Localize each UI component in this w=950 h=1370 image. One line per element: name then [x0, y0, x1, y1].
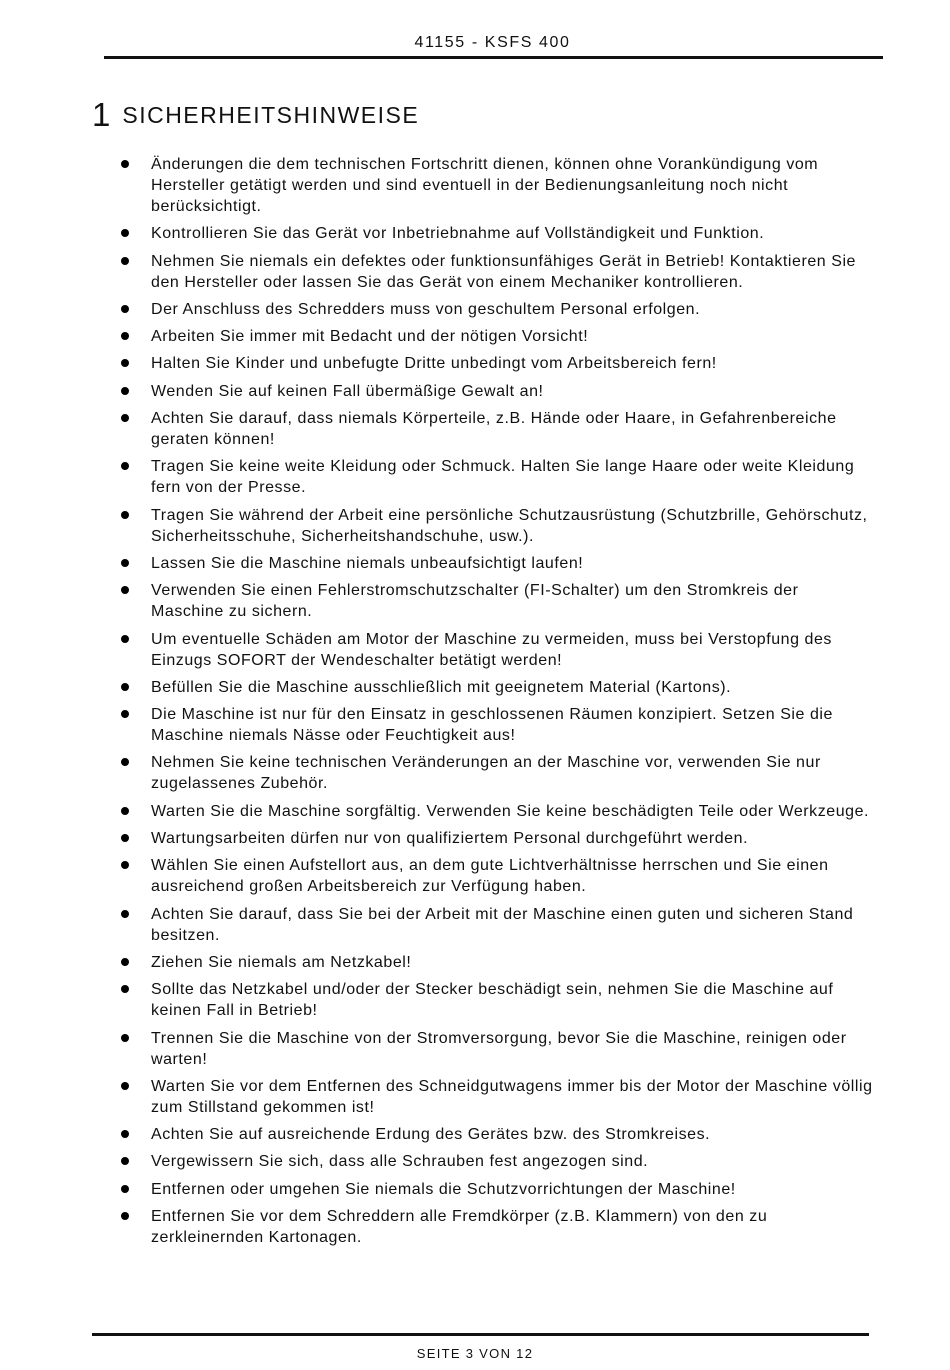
list-item	[114, 299, 874, 320]
bullet-icon	[121, 586, 129, 594]
bullet-icon	[121, 160, 129, 168]
list-item-text: Lassen Sie die Maschine niemals unbeaufsichtigt laufen!	[151, 554, 584, 572]
list-item	[114, 251, 874, 293]
list-item	[114, 408, 874, 450]
list-item-text: Tragen Sie während der Arbeit eine persönliche Schutzausrüstung (Schutzbrille, Gehörschutz, Sicherheitsschuhe, Sicherheitshandschuhe, usw.).	[151, 506, 868, 545]
bullet-icon	[121, 359, 129, 367]
bullet-icon	[121, 511, 129, 519]
list-item-text: Warten Sie vor dem Entfernen des Schneidgutwagens immer bis der Motor der Maschine völlig zum Stillstand gekommen ist!	[151, 1077, 873, 1116]
list-item-text: Nehmen Sie keine technischen Veränderungen an der Maschine vor, verwenden Sie nur zugelassenes Zubehör.	[151, 754, 821, 793]
list-item	[114, 904, 874, 946]
list-item	[114, 629, 874, 671]
list-item	[114, 1206, 874, 1248]
list-item-text: Halten Sie Kinder und unbefugte Dritte unbedingt vom Arbeitsbereich fern!	[151, 355, 717, 373]
bullet-icon	[121, 861, 129, 869]
list-item-text: Entfernen oder umgehen Sie niemals die Schutzvorrichtungen der Maschine!	[151, 1180, 736, 1198]
bullet-icon	[121, 559, 129, 567]
list-item	[114, 677, 874, 698]
bullet-icon	[121, 1185, 129, 1193]
list-item	[114, 828, 874, 849]
section-title	[92, 96, 419, 134]
list-item	[114, 704, 874, 746]
bullet-icon	[121, 257, 129, 265]
list-item-text: Änderungen die dem technischen Fortschritt dienen, können ohne Vorankündigung vom Hersteller getätigt werden und sind eventuell in der Bedienungsanleitung noch nicht berücksichtigt.	[151, 156, 819, 215]
list-item-text: Wenden Sie auf keinen Fall übermäßige Gewalt an!	[151, 382, 544, 400]
bullet-icon	[121, 1082, 129, 1090]
list-item	[114, 326, 874, 347]
list-item	[114, 752, 874, 794]
bullet-icon	[121, 985, 129, 993]
list-item-text: Achten Sie darauf, dass niemals Körperteile, z.B. Hände oder Haare, in Gefahrenbereiche geraten können!	[151, 410, 837, 449]
list-item	[114, 855, 874, 897]
list-item	[114, 1076, 874, 1118]
section-number: 1	[92, 96, 111, 133]
list-item-text: Tragen Sie keine weite Kleidung oder Schmuck. Halten Sie lange Haare oder weite Kleidung fern von der Presse.	[151, 458, 855, 497]
bullet-icon	[121, 332, 129, 340]
bullet-icon	[121, 229, 129, 237]
list-item	[114, 223, 874, 244]
list-item-text: Nehmen Sie niemals ein defektes oder funktionsunfähiges Gerät in Betrieb! Kontaktieren Sie den Hersteller oder lassen Sie das Gerät von einem Mechaniker kontrollieren.	[151, 252, 856, 291]
list-item	[114, 505, 874, 547]
safety-instructions-list	[114, 154, 874, 1254]
header-divider	[104, 56, 883, 59]
list-item-text: Sollte das Netzkabel und/oder der Stecker beschädigt sein, nehmen Sie die Maschine auf keinen Fall in Betrieb!	[151, 981, 834, 1020]
list-item	[114, 154, 874, 217]
bullet-icon	[121, 414, 129, 422]
list-item-text: Entfernen Sie vor dem Schreddern alle Fremdkörper (z.B. Klammern) von den zu zerkleinernden Kartonagen.	[151, 1208, 768, 1247]
bullet-icon	[121, 387, 129, 395]
list-item-text: Warten Sie die Maschine sorgfältig. Verwenden Sie keine beschädigten Teile oder Werkzeuge.	[151, 802, 870, 820]
list-item	[114, 1124, 874, 1145]
list-item-text: Der Anschluss des Schredders muss von geschultem Personal erfolgen.	[151, 300, 701, 318]
section-title-text: SICHERHEITSHINWEISE	[122, 102, 420, 128]
list-item	[114, 381, 874, 402]
bullet-icon	[121, 1157, 129, 1165]
bullet-icon	[121, 758, 129, 766]
list-item	[114, 979, 874, 1021]
list-item-text: Die Maschine ist nur für den Einsatz in geschlossenen Räumen konzipiert. Setzen Sie die Maschine niemals Nässe oder Feuchtigkeit aus!	[151, 706, 833, 745]
list-item	[114, 801, 874, 822]
list-item	[114, 580, 874, 622]
list-item-text: Arbeiten Sie immer mit Bedacht und der nötigen Vorsicht!	[151, 328, 589, 346]
document-header: 41155 - KSFS 400	[414, 34, 571, 51]
list-item-text: Um eventuelle Schäden am Motor der Maschine zu vermeiden, muss bei Verstopfung des Einzugs SOFORT der Wendeschalter betätigt werden!	[151, 630, 832, 669]
bullet-icon	[121, 462, 129, 470]
list-item-text: Achten Sie darauf, dass Sie bei der Arbeit mit der Maschine einen guten und sicheren Stand besitzen.	[151, 905, 854, 944]
bullet-icon	[121, 958, 129, 966]
bullet-icon	[121, 807, 129, 815]
list-item-text: Vergewissern Sie sich, dass alle Schrauben fest angezogen sind.	[151, 1153, 649, 1171]
bullet-icon	[121, 1034, 129, 1042]
list-item-text: Wählen Sie einen Aufstellort aus, an dem gute Lichtverhältnisse herrschen und Sie einen ausreichend großen Arbeitsbereich zur Verfügung haben.	[151, 857, 829, 896]
bullet-icon	[121, 305, 129, 313]
list-item-text: Befüllen Sie die Maschine ausschließlich mit geeignetem Material (Kartons).	[151, 678, 732, 696]
list-item	[114, 952, 874, 973]
bullet-icon	[121, 834, 129, 842]
bullet-icon	[121, 710, 129, 718]
list-item	[114, 456, 874, 498]
list-item	[114, 553, 874, 574]
list-item-text: Wartungsarbeiten dürfen nur von qualifiziertem Personal durchgeführt werden.	[151, 830, 749, 848]
footer-divider	[92, 1333, 869, 1336]
list-item	[114, 1028, 874, 1070]
bullet-icon	[121, 1130, 129, 1138]
bullet-icon	[121, 683, 129, 691]
list-item-text: Verwenden Sie einen Fehlerstromschutzschalter (FI-Schalter) um den Stromkreis der Maschine zu sichern.	[151, 582, 799, 621]
list-item-text: Trennen Sie die Maschine von der Stromversorgung, bevor Sie die Maschine, reinigen oder warten!	[151, 1029, 847, 1068]
list-item-text: Ziehen Sie niemals am Netzkabel!	[151, 953, 412, 971]
bullet-icon	[121, 635, 129, 643]
list-item	[114, 1151, 874, 1172]
list-item-text: Kontrollieren Sie das Gerät vor Inbetriebnahme auf Vollständigkeit und Funktion.	[151, 225, 765, 243]
list-item	[114, 1179, 874, 1200]
list-item-text: Achten Sie auf ausreichende Erdung des Gerätes bzw. des Stromkreises.	[151, 1126, 711, 1144]
page-number: SEITE 3 VON 12	[416, 1346, 534, 1361]
bullet-icon	[121, 1212, 129, 1220]
list-item	[114, 353, 874, 374]
bullet-icon	[121, 910, 129, 918]
